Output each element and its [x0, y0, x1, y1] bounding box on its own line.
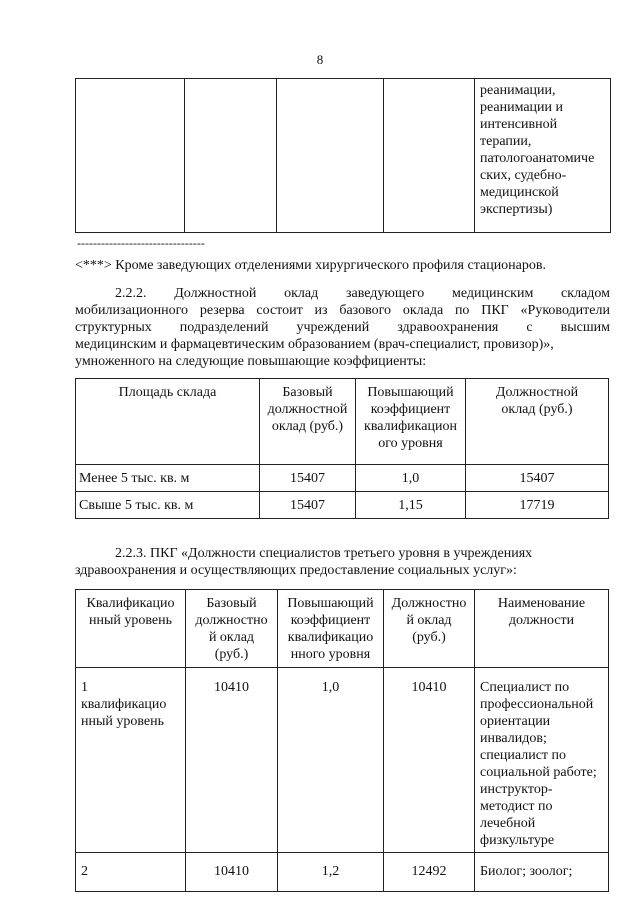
footnote: <***> Кроме заведующих отделениями хирургического профиля стационаров. — [75, 258, 546, 273]
header-line: должностной — [267, 402, 348, 417]
header-cell-coefficient — [278, 590, 384, 668]
salary-cell: 10410 — [384, 668, 475, 853]
word: подразделений — [179, 320, 269, 335]
word: с — [526, 320, 533, 335]
base-salary-cell: 15407 — [260, 465, 356, 492]
cell-line: ских, судебно- — [480, 168, 567, 183]
header-line: Базовый — [206, 596, 257, 611]
cell-line: лечебной — [480, 816, 536, 831]
cell-line: терапии, — [480, 134, 532, 149]
word: по — [454, 303, 470, 318]
word: мобилизационного — [75, 303, 189, 318]
header-cell-salary — [384, 590, 475, 668]
word: складом — [561, 286, 610, 301]
header-cell-area — [76, 379, 260, 465]
header-line: Базовый — [282, 385, 333, 400]
cell-line: социальной работе; — [480, 765, 597, 780]
cell-line: 2 — [81, 864, 88, 879]
header-line: коэффициент — [290, 613, 371, 628]
page-number: 8 — [316, 52, 324, 67]
header-line: коэффициент — [370, 402, 451, 417]
salary-cell: 12492 — [384, 853, 475, 892]
base-salary-cell: 15407 — [260, 492, 356, 519]
paragraph-line: умноженного на следующие повышающие коэффициенты: — [75, 354, 427, 369]
cell-line: реанимации и — [480, 100, 564, 115]
paragraph-2-2-3 — [75, 545, 610, 579]
header-cell-base-salary — [260, 379, 356, 465]
cell-line: ориентации — [480, 714, 551, 729]
header-cell-coefficient — [356, 379, 466, 465]
paragraph-line — [115, 285, 610, 302]
cell-line: методист по — [480, 799, 553, 814]
word: состоит — [256, 303, 303, 318]
position-names-cell — [475, 79, 611, 233]
word: медицинским — [451, 286, 534, 301]
paragraph-2-2-2 — [75, 285, 610, 370]
word: базового — [339, 303, 392, 318]
coefficient-cell: 1,2 — [278, 853, 384, 892]
coefficient-cell: 1,0 — [356, 465, 466, 492]
paragraph-line: здравоохранения и осуществляющих предоставление социальных услуг»: — [75, 563, 517, 578]
cell-line: физкультуре — [480, 833, 555, 848]
coefficient-cell: 1,15 — [356, 492, 466, 519]
header-line: Наименование — [497, 596, 586, 611]
header-line: Квалификацио — [86, 596, 175, 611]
cell-line: Специалист по — [480, 680, 570, 695]
qualification-table — [75, 589, 609, 892]
table-row — [76, 79, 611, 233]
header-cell-base-salary — [186, 590, 278, 668]
table-cell — [76, 79, 185, 233]
table-row — [76, 465, 609, 492]
header-cell-salary — [466, 379, 609, 465]
cell-line: реанимации, — [480, 83, 556, 98]
header-line: Повышающий — [367, 385, 454, 400]
coefficient-cell: 1,0 — [278, 668, 384, 853]
table-header-row — [76, 379, 609, 465]
header-line: Повышающий — [287, 596, 374, 611]
word: оклада — [402, 303, 444, 318]
header-line: Площадь склада — [118, 385, 217, 400]
header-line: й оклад — [208, 630, 255, 645]
paragraph-line: медицинским и фармацевтическим образованием (врач-специалист, провизор)», — [75, 337, 554, 352]
word: ПКГ — [481, 303, 509, 318]
word: «Руководители — [520, 303, 610, 318]
header-line: должностно — [195, 613, 268, 628]
word: оклад — [284, 286, 319, 301]
table-cell — [185, 79, 277, 233]
header-line: оклад (руб.) — [501, 402, 573, 417]
table-cell — [277, 79, 384, 233]
header-line: квалификацион — [364, 419, 457, 434]
cell-line: инвалидов; — [480, 731, 547, 746]
header-line: (руб.) — [214, 647, 249, 662]
word: Должностной — [174, 286, 257, 301]
header-line: должности — [508, 613, 575, 628]
word: высшим — [560, 320, 610, 335]
word: учреждений — [296, 320, 370, 335]
base-salary-cell: 10410 — [186, 853, 278, 892]
table-cell — [384, 79, 475, 233]
header-cell-level — [76, 590, 186, 668]
salary-cell: 15407 — [466, 465, 609, 492]
word: резерва — [199, 303, 245, 318]
paragraph-line: 2.2.3. ПКГ «Должности специалистов третьего уровня в учреждениях — [115, 546, 533, 561]
area-cell: Свыше 5 тыс. кв. м — [76, 492, 260, 519]
position-names-cell — [475, 853, 609, 892]
header-cell-position-name — [475, 590, 609, 668]
cell-line: интенсивной — [480, 117, 558, 132]
table-row — [76, 668, 609, 853]
level-cell — [76, 853, 186, 892]
cell-line: 1 — [81, 680, 88, 695]
base-salary-cell: 10410 — [186, 668, 278, 853]
word: здравоохранения — [397, 320, 499, 335]
header-line: Должностной — [495, 385, 579, 400]
header-line: нный уровень — [88, 613, 172, 628]
table-header-row — [76, 590, 609, 668]
word: из — [314, 303, 328, 318]
footnote-separator: -------------------------------- — [77, 236, 205, 250]
cell-line: медицинской — [480, 185, 559, 200]
paragraph-line — [75, 319, 610, 336]
header-line: ого уровня — [378, 436, 443, 451]
continuation-table — [75, 78, 611, 233]
salary-cell: 17719 — [466, 492, 609, 519]
cell-line: нный уровень — [81, 714, 165, 729]
header-line: квалификацио — [287, 630, 374, 645]
cell-line: экспертизы) — [480, 202, 553, 217]
position-names-cell — [475, 668, 609, 853]
cell-line: инструктор- — [480, 782, 553, 797]
header-line: й оклад — [406, 613, 452, 628]
word: 2.2.2. — [115, 286, 147, 301]
word: заведующего — [345, 286, 425, 301]
cell-line: квалификацио — [81, 697, 167, 712]
header-line: (руб.) — [412, 630, 446, 645]
cell-line: профессиональной — [480, 697, 594, 712]
cell-line: специалист по — [480, 748, 567, 763]
area-cell: Менее 5 тыс. кв. м — [76, 465, 260, 492]
table-row — [76, 853, 609, 892]
header-line: Должностно — [391, 596, 467, 611]
header-line: оклад (руб.) — [271, 419, 344, 434]
header-line: нного уровня — [290, 647, 371, 662]
level-cell — [76, 668, 186, 853]
cell-line: патологоанатомиче — [480, 151, 595, 166]
paragraph-line — [75, 302, 610, 319]
table-row — [76, 492, 609, 519]
warehouse-salary-table — [75, 378, 609, 519]
cell-line: Биолог; зоолог; — [480, 864, 573, 879]
word: структурных — [75, 320, 152, 335]
